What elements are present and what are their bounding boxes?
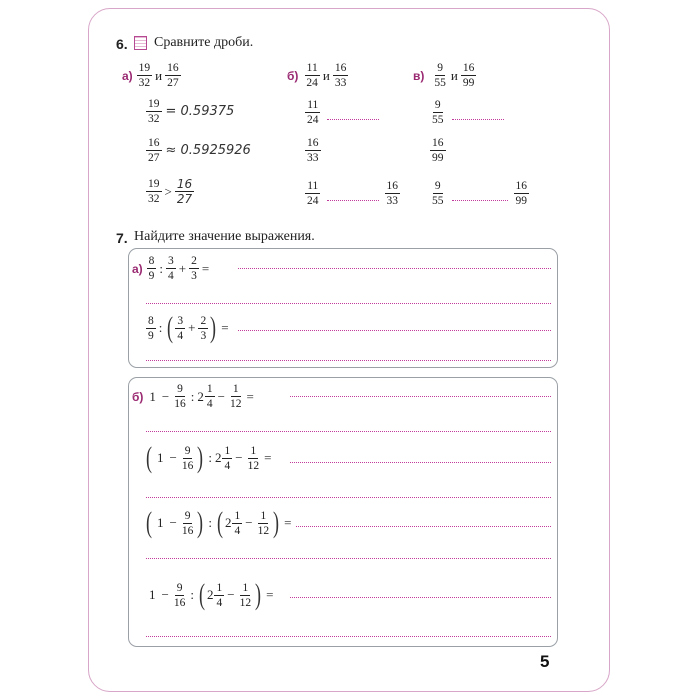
- task7-title: Найдите значение выражения.: [134, 229, 315, 244]
- task6-number: 6.: [116, 36, 128, 52]
- paren-close: ): [255, 578, 262, 611]
- paren-close: ): [210, 311, 217, 344]
- task6-v-line1: [430, 99, 504, 126]
- fraction: $\frac{2}{3}$: [191, 255, 197, 282]
- task6-v-line3: [430, 180, 529, 207]
- task7-a-expr2: [146, 313, 232, 343]
- number-one: 1: [149, 388, 156, 404]
- minus-sign: −: [169, 515, 177, 530]
- paren-close: ): [197, 506, 204, 539]
- fraction: $\frac{1}{12}$: [257, 509, 270, 537]
- task6-v-header: [413, 62, 476, 89]
- handwritten-fraction: $\frac{16}{27}$: [176, 177, 193, 206]
- and-text: и: [155, 67, 163, 83]
- task6-b-label: б): [287, 68, 299, 83]
- minus-sign: −: [235, 450, 243, 465]
- fraction: $\frac{11}{24}$: [306, 62, 318, 89]
- fraction: $\frac{9}{16}$: [173, 581, 186, 609]
- paren-close: ): [197, 441, 204, 474]
- answer-dots[interactable]: [327, 119, 379, 120]
- mixed-number: 2 $\frac{1}{4}$: [197, 383, 213, 410]
- answer-line[interactable]: [146, 431, 551, 432]
- fraction: $\frac{16}{99}$: [515, 180, 527, 207]
- colon-sign: :: [159, 260, 164, 276]
- number-one: 1: [149, 587, 156, 602]
- task6-b-line2: [305, 137, 321, 164]
- minus-sign: −: [161, 587, 169, 602]
- fraction: $\frac{16}{33}$: [386, 180, 398, 207]
- task7-a-label: а): [132, 261, 143, 276]
- equals-sign: =: [221, 320, 229, 335]
- task7-number: 7.: [116, 230, 128, 246]
- fraction: $\frac{16}{27}$: [167, 62, 179, 89]
- fraction: $\frac{1}{12}$: [239, 581, 252, 609]
- minus-sign: −: [227, 587, 235, 602]
- mixed-number: 2 $\frac{1}{4}$: [206, 581, 223, 609]
- fraction: $\frac{9}{55}$: [432, 180, 444, 207]
- minus-sign: −: [245, 515, 253, 530]
- minus-sign: −: [169, 450, 177, 465]
- fraction: $\frac{9}{16}$: [181, 509, 194, 537]
- and-text: и: [450, 67, 458, 83]
- paren-close: ): [273, 506, 280, 539]
- task6-b-header: [287, 62, 348, 89]
- answer-dots[interactable]: [452, 200, 508, 201]
- task7-b-expr3: [144, 508, 294, 538]
- answer-dots[interactable]: [452, 119, 504, 120]
- number-one: 1: [157, 515, 164, 530]
- paren-open: (: [146, 441, 152, 474]
- colon-sign: :: [158, 320, 163, 335]
- paren-open: (: [198, 578, 205, 611]
- task6-a-line3: [146, 178, 194, 205]
- fraction: $\frac{16}{99}$: [432, 137, 444, 164]
- fraction: $\frac{1}{12}$: [247, 444, 260, 472]
- task6-a-label: а): [122, 68, 133, 83]
- colon-sign: :: [190, 587, 194, 602]
- fraction: $\frac{11}{24}$: [307, 99, 319, 126]
- task7-b-expr4: [146, 580, 276, 610]
- answer-line[interactable]: [238, 268, 551, 269]
- minus-sign: −: [161, 388, 170, 404]
- plus-sign: +: [188, 320, 196, 335]
- answer-line[interactable]: [146, 360, 551, 361]
- answer-line[interactable]: [146, 558, 551, 559]
- equals-sign: =: [246, 388, 254, 404]
- mixed-number: 2 $\frac{1}{4}$: [224, 509, 241, 537]
- task6-a-line2: [146, 137, 251, 164]
- fraction: $\frac{9}{16}$: [181, 444, 194, 472]
- task7-a-expr1: [132, 255, 212, 282]
- task7-b-label: б): [132, 389, 144, 404]
- answer-line[interactable]: [290, 597, 551, 598]
- answer-line[interactable]: [290, 462, 551, 463]
- fraction: $\frac{8}{9}$: [148, 314, 154, 342]
- fraction: $\frac{19}{32}$: [138, 62, 151, 89]
- fraction: $\frac{11}{24}$: [307, 180, 319, 207]
- task6-v-label: в): [413, 68, 425, 83]
- paren-open: (: [146, 506, 152, 539]
- task7-b-expr2: [144, 443, 274, 473]
- number-one: 1: [157, 450, 164, 465]
- colon-sign: :: [208, 450, 212, 465]
- paren-open: (: [167, 311, 174, 344]
- fraction: $\frac{3}{4}$: [177, 314, 184, 342]
- equals-sign: =: [284, 515, 292, 530]
- handwritten-value: ≈ 0.5925926: [165, 143, 251, 158]
- task6-b-line1: [305, 99, 379, 126]
- mixed-number: 2 $\frac{1}{4}$: [214, 444, 231, 472]
- equals-sign: =: [201, 260, 210, 276]
- task6-a-header: [122, 62, 181, 89]
- fraction: $\frac{16}{99}$: [462, 62, 475, 89]
- task6-a-line1: [146, 98, 234, 125]
- comparison-sign: >: [164, 183, 172, 199]
- fraction: $\frac{16}{33}$: [334, 62, 347, 89]
- paren-open: (: [216, 506, 223, 539]
- answer-line[interactable]: [238, 330, 551, 331]
- minus-sign: −: [217, 388, 225, 404]
- task6-v-line2: [430, 137, 446, 164]
- answer-line[interactable]: [290, 396, 551, 397]
- task6-b-line3: [305, 180, 400, 207]
- fraction: $\frac{3}{4}$: [168, 255, 174, 282]
- and-text: и: [322, 67, 330, 83]
- answer-dots[interactable]: [327, 200, 379, 201]
- equals-sign: =: [266, 587, 274, 602]
- task6-title: Сравните дроби.: [154, 35, 254, 50]
- answer-line[interactable]: [146, 303, 551, 304]
- fraction: $\frac{16}{27}$: [148, 137, 160, 164]
- fraction: $\frac{1}{12}$: [229, 383, 242, 410]
- fraction: $\frac{2}{3}$: [200, 314, 207, 342]
- fraction: $\frac{19}{32}$: [148, 178, 160, 205]
- answer-line[interactable]: [146, 636, 551, 637]
- equals-sign: =: [264, 450, 272, 465]
- colon-sign: :: [190, 388, 195, 404]
- fraction: $\frac{9}{55}$: [434, 62, 446, 89]
- plus-sign: +: [178, 260, 187, 276]
- task7-b-expr1: [132, 383, 257, 410]
- answer-line[interactable]: [146, 497, 551, 498]
- colon-sign: :: [208, 515, 212, 530]
- calculator-icon: [134, 36, 147, 50]
- fraction: $\frac{19}{32}$: [148, 98, 160, 125]
- handwritten-value: = 0.59375: [165, 104, 235, 119]
- fraction: $\frac{9}{16}$: [174, 383, 186, 410]
- answer-line[interactable]: [296, 526, 551, 527]
- page-number: 5: [540, 652, 550, 671]
- fraction: $\frac{16}{33}$: [307, 137, 319, 164]
- fraction: $\frac{8}{9}$: [148, 255, 155, 282]
- fraction: $\frac{9}{55}$: [432, 99, 444, 126]
